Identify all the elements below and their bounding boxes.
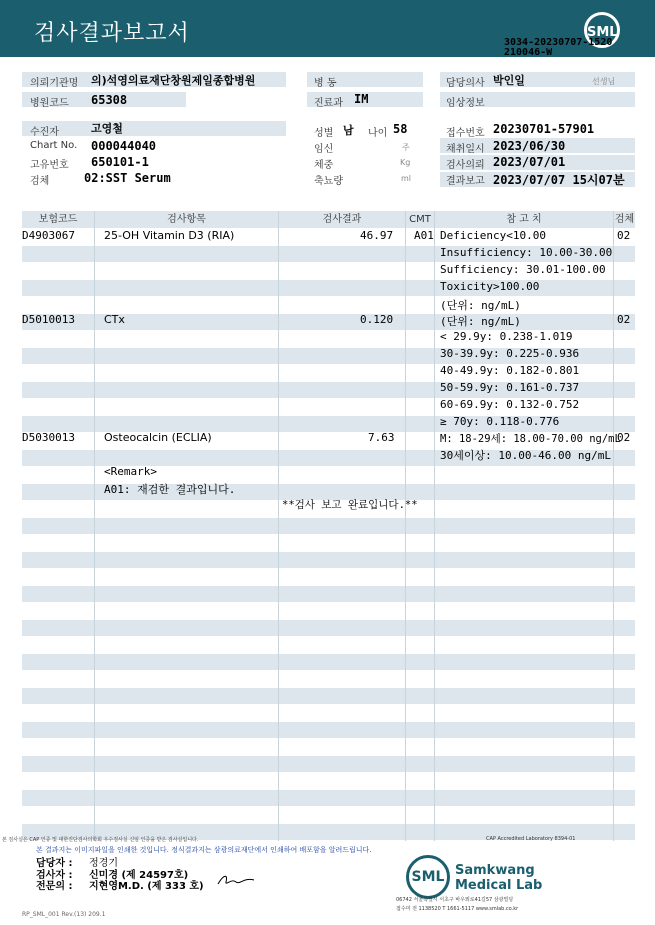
company-phone: 접수미 전 1138520 T 1661-5117 www.smlab.co.kr (396, 906, 519, 912)
staff-value-3: 지현영M.D. (제 333 호) (89, 881, 204, 892)
hospital-code-label: 병원코드 (30, 98, 69, 109)
row2-ref-3: 30-39.9y: 0.225-0.936 (440, 347, 580, 360)
staff-label-3: 전문의 : (36, 881, 73, 892)
chart-value: 000044040 (91, 139, 157, 153)
col-header-cmt: CMT (406, 211, 434, 228)
table-stripe-row (22, 552, 635, 568)
row1-cmt: A01 (414, 229, 434, 242)
row1-ref-4: Toxicity>100.00 (440, 280, 540, 293)
staff-label-1: 담당자 : (36, 858, 73, 869)
age-value: 58 (393, 122, 408, 136)
doctor-suffix: 선생님 (592, 77, 616, 86)
request-value: 2023/07/01 (493, 155, 566, 169)
row2-item: CTx (104, 313, 125, 326)
table-stripe-row (22, 688, 635, 704)
report-complete-note: **검사 보고 완료입니다.** (282, 499, 418, 511)
urine-label: 축뇨량 (314, 176, 343, 187)
row3-result: 7.63 (368, 431, 395, 444)
row1-code: D4903067 (22, 229, 75, 242)
sex-value: 남 (343, 124, 354, 137)
signature-icon (216, 872, 256, 888)
col-header-specimen: 검체 (614, 211, 635, 228)
row2-specimen: 02 (617, 313, 631, 326)
row1-ref-3: Sufficiency: 30.01-100.00 (440, 263, 606, 276)
table-stripe-row (22, 756, 635, 772)
id-label: 고유번호 (30, 160, 69, 171)
doctor-label: 담당의사 (446, 78, 485, 89)
age-label: 나이 (368, 128, 388, 139)
report-label: 결과보고 (446, 176, 485, 187)
clinical-label: 임상정보 (446, 98, 485, 109)
company-name-line2: Medical Lab (455, 878, 543, 893)
col-divider (613, 211, 614, 841)
report-code-2: 210046-W (504, 47, 553, 58)
remark-text: A01: 재검한 결과입니다. (104, 483, 236, 496)
chart-label: Chart No. (30, 140, 78, 151)
row2-ref-2: < 29.9y: 0.238-1.019 (440, 330, 573, 343)
row3-ref-2: 30세이상: 10.00-46.00 ng/mL (440, 449, 611, 462)
report-title: 검사결과보고서 (34, 21, 190, 46)
row2-ref-1: (단위: ng/mL) (440, 315, 521, 328)
pregnancy-label: 임신 (314, 144, 334, 155)
staff-value-2: 신미경 (제 24597호) (89, 870, 189, 881)
row1-specimen: 02 (617, 229, 631, 242)
name-box (22, 121, 286, 136)
row1-result: 46.97 (360, 229, 394, 242)
row1-ref-5: (단위: ng/mL) (440, 299, 521, 312)
receipt-value: 20230701-57901 (493, 122, 595, 136)
col-divider (405, 211, 406, 841)
row2-ref-5: 50-59.9y: 0.161-0.737 (440, 381, 580, 394)
col-divider (278, 211, 279, 841)
col-divider (434, 211, 435, 841)
row1-item: 25-OH Vitamin D3 (RIA) (104, 229, 235, 242)
report-code-1: 3034-20230707-1520 (504, 37, 613, 48)
footer-print-notice: 본 결과지는 이미지파일을 인쇄한 것입니다. 정식결과지는 삼광의료재단에서 인쇄하여 배포함을 알려드립니다. (36, 846, 372, 854)
name-value: 고영철 (91, 122, 123, 135)
row3-item: Osteocalcin (ECLIA) (104, 431, 212, 444)
collect-label: 채취일시 (446, 144, 485, 155)
specimen-label: 검체 (30, 176, 50, 187)
row3-code: D5030013 (22, 431, 75, 444)
report-value: 2023/07/07 15시07분 (493, 173, 625, 187)
row2-ref-7: ≥ 70y: 0.118-0.776 (440, 415, 560, 428)
name-label: 수진자 (30, 127, 59, 138)
staff-label-2: 검사자 : (36, 870, 73, 881)
weight-label: 체중 (314, 160, 334, 171)
id-value: 650101-1 (91, 155, 149, 169)
specimen-value: 02:SST Serum (84, 171, 171, 185)
pregnancy-unit: 주 (402, 143, 410, 152)
form-code: RP_SML_001 Rev.(13) 209.1 (22, 911, 106, 918)
weight-unit: Kg (400, 158, 411, 167)
doctor-value: 박인일 (493, 74, 525, 87)
hospital-code-value: 65308 (91, 93, 128, 107)
col-header-reference: 참 고 치 (435, 211, 613, 228)
col-header-code: 보험코드 (22, 211, 94, 228)
sml-footer-logo-icon: SML (406, 855, 450, 899)
ward-label: 병 동 (314, 78, 337, 89)
receipt-label: 접수번호 (446, 128, 485, 139)
table-stripe-row (22, 586, 635, 602)
col-header-item: 검사항목 (95, 211, 278, 228)
footer-cap-number: CAP Accredited Laboratory 8394-01 (486, 836, 576, 842)
urine-unit: ml (401, 174, 412, 183)
table-stripe-row (22, 280, 635, 296)
table-stripe-row (22, 722, 635, 738)
company-name-line1: Samkwang (455, 863, 535, 878)
row2-code: D5010013 (22, 313, 75, 326)
col-header-result: 검사결과 (279, 211, 405, 228)
staff-value-1: 정경기 (89, 858, 118, 869)
row3-specimen: 02 (617, 431, 631, 444)
dept-value: IM (354, 92, 369, 106)
row2-ref-6: 60-69.9y: 0.132-0.752 (440, 398, 580, 411)
row3-ref-1: M: 18-29세: 18.00-70.00 ng/mL (440, 433, 621, 445)
row2-result: 0.120 (360, 313, 394, 326)
institution-label: 의뢰기관명 (30, 78, 79, 89)
request-label: 검사의뢰 (446, 160, 485, 171)
table-stripe-row (22, 790, 635, 806)
footer-cap-notice: 본 검사실은 CAP 인증 및 대한진단검사의학회 우수검사실 신임 인증을 받은 검사실입니다. (2, 837, 199, 843)
institution-value: 의)석영의료재단창원제일종합병원 (91, 74, 256, 87)
row2-ref-4: 40-49.9y: 0.182-0.801 (440, 364, 580, 377)
sml-logo-icon: SML (584, 12, 620, 48)
dept-label: 진료과 (314, 98, 343, 109)
company-address: 06742 서울특별시 서초구 바우뫼로41길57 삼광빌딩 (396, 897, 514, 903)
col-divider (94, 211, 95, 841)
sex-label: 성별 (314, 128, 334, 139)
row1-ref-1: Deficiency<10.00 (440, 229, 546, 242)
table-stripe-row (22, 654, 635, 670)
table-stripe-row (22, 518, 635, 534)
remark-title: <Remark> (104, 465, 157, 478)
row1-ref-2: Insufficiency: 10.00-30.00 (440, 246, 613, 259)
collect-value: 2023/06/30 (493, 139, 566, 153)
table-stripe-row (22, 620, 635, 636)
report-codes (504, 38, 612, 58)
